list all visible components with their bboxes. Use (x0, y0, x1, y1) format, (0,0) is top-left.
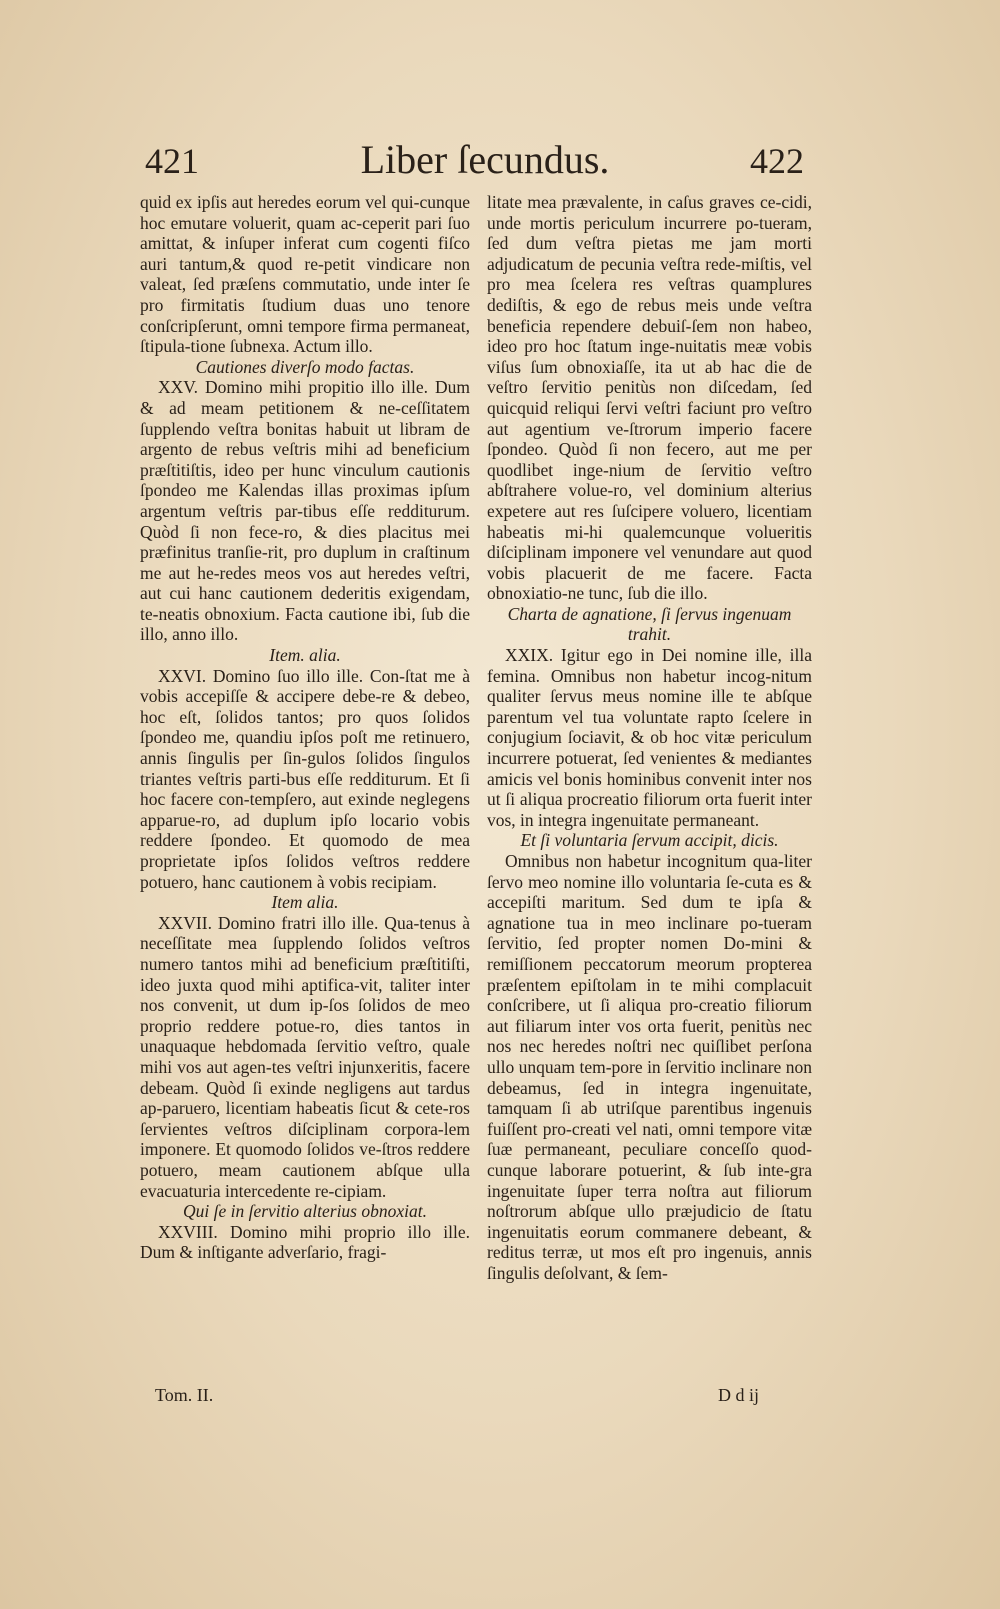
section-heading: Cautiones diverſo modo factas. (195, 356, 415, 377)
paragraph: quid ex ipſis aut heredes eorum vel qui-cunque hoc emutare voluerit, quam ac-ceperit pari ſuo amittat, & inſuper inferat cum cogenti fiſco auri tantum,& quod re-petit vindicare non valeat, ſed præſens commutatio, unde inter ſe pro firmitatis ſtudium duas uno tenore conſcripſerunt, omni tempore firma permaneat, ſtipula-tione ſubnexa. Actum illo. (140, 192, 470, 357)
section-heading: Charta de agnatione, ſi ſervus ingenuam trahit. (507, 603, 792, 645)
section-heading: Item alia. (271, 892, 339, 913)
right-column (487, 192, 812, 1283)
paragraph: XXIX. Igitur ego in Dei nomine ille, illa femina. Omnibus non habetur incog-nitum qualiter ſervus meus nomine ille te abſque parentum vel tua voluntate rapto ſcelere in conjugium ſociavit, & ob hoc vitæ periculum incurrere potuerat, ſed venientes & mediantes amicis vel bonis hominibus convenit inter nos ut ſi aliqua procreatio filiorum orta fuerit inter vos, in integra ingenuitate permaneant. (487, 645, 812, 830)
paragraph: litate mea prævalente, in caſus graves ce-cidi, unde mortis periculum incurrere po-tueram, ſed dum veſtra pietas me jam morti adjudicatum de pecunia veſtra rede-miſtis, vel pro mea ſcelera res veſtras quamplures dediſtis, & ego de rebus meis unde veſtra beneficia rependere debuiſ-ſem non habeo, ideo pro hoc ſtatum inge-nuitatis meæ vobis viſus ſum obnoxiaſſe, ita ut ab hac die de veſtro ſervitio penitùs non diſcedam, ſed quicquid reliqui ſervi veſtri faciunt pro veſtro aut agentium ve-ſtrorum imperio facere ſpondeo. Quòd ſi non fecero, aut me per quodlibet inge-nium de ſervitio veſtro abſtrahere volue-ro, vel dominium alterius expetere aut res ſuſcipere voluero, licentiam habeatis mi-hi qualemcunque volueritis diſciplinam imponere vel venundare aut quod vobis placuerit de me facere. Facta obnoxiatio-ne tunc, ſub die illo. (487, 192, 812, 604)
paragraph: XXV. Domino mihi propitio illo ille. Dum & ad meam petitionem & ne-ceſſitatem ſupplendo veſtra bonitas habuit ut libram de argento de rebus veſtris mihi ad beneficium præſtitiſtis, ideo per hunc vinculum cautionis ſpondeo me Kalendas illas proximas ipſum argentum veſtris par-tibus eſſe redditurum. Quòd ſi non fece-ro, & dies placitus mei præfinitus tranſie-rit, pro duplum in craſtinum me aut he-redes meos vos aut heredes veſtri, aut cui hanc cautionem dederitis exigendam, te-neatis obnoxium. Facta cautione ibi, ſub die illo, anno illo. (140, 377, 470, 645)
paragraph: Omnibus non habetur incognitum qua-liter ſervo meo nomine illo voluntaria ſe-cuta es & accepiſti maritum. Sed dum te ipſa & agnatione tua in meo inclinare po-tueram ſervitio, ſed propter nomen Do-mini & remiſſionem peccatorum meorum propterea præſentem epiſtolam in te mihi complacuit conſcribere, ut ſi aliqua pro-creatio filiorum aut filiarum inter vos orta fuerit, penitùs nec nos nec heredes noſtri nec quiſlibet perſona ullo unquam tem-pore in ſervitio inclinare non debeamus, ſed in integra ingenuitate, tamquam ſi ab utriſque parentibus ingenuis fuiſſent pro-creati vel nati, omni tempore vitæ ſuæ permaneant, peculiare conceſſo quod-cunque laborare potuerint, & ſub inte-gra ingenuitate ſuper terra noſtra aut filiorum noſtrorum abſque ullo præjudicio de ſtatu ingenuitatis eorum commanere debeant, & reditus terræ, ut mos eſt pro ingenuis, annis ſingulis deſolvant, & ſem- (487, 851, 812, 1283)
footer-volume: Tom. II. (155, 1385, 214, 1405)
section-heading: Qui ſe in ſervitio alterius obnoxiat. (182, 1201, 427, 1222)
left-column (140, 192, 470, 1263)
page-number-left: 421 (145, 141, 199, 181)
running-title: Liber ſecundus. (360, 137, 610, 182)
paragraph: XXVII. Domino fratri illo ille. Qua-tenus à neceſſitate mea ſupplendo ſolidos veſtros numero tantos mihi ad beneficium præſtitiſti, ideo juxta quod mihi aptifica-vit, taliter inter nos convenit, ut dum ip-ſos ſolidos de meo proprio reddere potue-ro, dies tantos in unaquaque hebdomada ſervitio veſtro, quale mihi vos aut agen-tes veſtri injunxeritis, facere debeam. Quòd ſi exinde negligens aut tardus ap-paruero, licentiam habeatis ſicut & cete-ros ſervientes veſtros diſciplinam corpora-lem imponere. Et quomodo ſolidos ve-ſtros reddere potuero, meam cautionem abſque ulla evacuaturia intercedente re-cipiam. (140, 912, 470, 1201)
section-heading: Et ſi voluntaria ſervum accipit, dicis. (520, 830, 779, 851)
paragraph: XXVIII. Domino mihi proprio illo ille. Dum & inſtigante adverſario, fragi- (140, 1221, 470, 1263)
footer-signature: D d ij (718, 1385, 760, 1405)
page-number-right: 422 (750, 141, 804, 181)
section-heading: Item. alia. (269, 645, 341, 666)
paragraph: XXVI. Domino ſuo illo ille. Con-ſtat me à vobis accepiſſe & accipere debe-re & debeo, hoc eſt, ſolidos tantos; pro quos ſolidos ſpondeo me, quandiu ipſos poſt me retinuero, annis ſingulis per ſin-gulos ſolidos ſingulos triantes veſtris parti-bus eſſe redditurum. Et ſi hoc facere con-tempſero, aut exinde neglegens apparue-ro, ad duplum ipſo locario vobis reddere ſpondeo. Et quomodo de mea proprietate ipſos ſolidos veſtros reddere potuero, hanc cautionem à vobis recipiam. (140, 665, 470, 892)
